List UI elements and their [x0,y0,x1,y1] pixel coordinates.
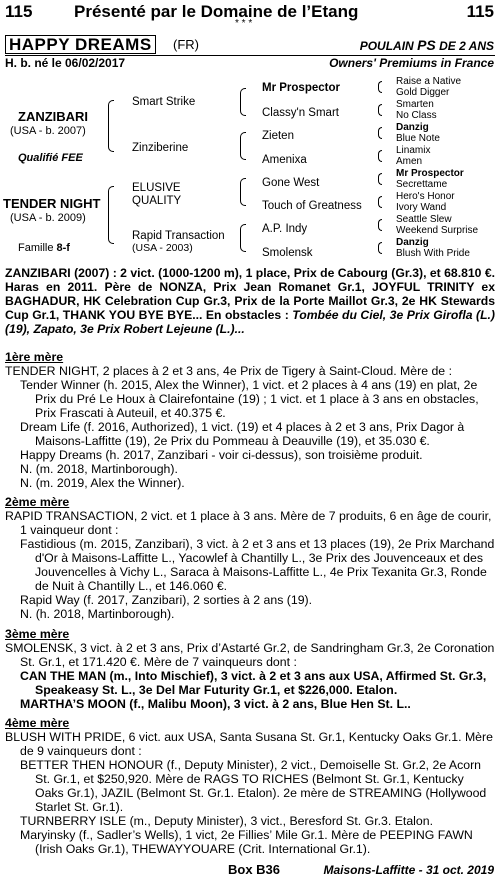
gen4-14: Weekend Surprise [396,225,479,236]
gen2-sire-sire: Smart Strike [132,96,196,108]
horse-type-prefix: POULAIN [359,39,414,53]
s4-child-1: BETTER THEN HONOUR (f., Deputy Minister), 2 vict., Demoiselle St. Gr.2, 2e Acorn St. Gr.1, et $250,920. Mère de RAGS TO RICHES (Belmont St. Gr.1, Kentucky Oaks Gr.1), JAZIL (Belmont St. Gr.1. Etalon). 2e mère de STREAMING (Hollywood Starlet St. Gr.1). [20,758,487,814]
title-ornament: * * * [235,18,253,29]
sire-note: Qualifié FEE [18,152,83,164]
gen4-7: Linamix [396,145,431,156]
footer-place-date: Maisons-Laffitte - 31 oct. 2019 [323,863,494,877]
section-3 [5,627,495,711]
gen4-16: Blush With Pride [396,248,470,259]
horse-type [360,37,494,53]
gen4-9: Mr Prospector [396,168,464,179]
s4-child-3: Maryinsky (f., Sadler’s Wells), 1 vict, 2e Fillies’ Mile Gr.1. Mère de PEEPING FAWN (Irish Oaks Gr.1), THEWAYYOUARE (Crit. International Gr.1). [20,828,473,856]
owners-premiums: Owners' Premiums in France [329,56,494,70]
gen3-3: Zieten [262,130,294,142]
gen3-5: Gone West [262,177,320,189]
s1-child-2: Dream Life (f. 2016, Authorized), 1 vict. (19) et 4 places à 2 et 3 ans, Prix Dagor à Maisons-Laffitte (19), 2e Prix du Pommeau à Deauville (19), et 35.030 €. [20,420,465,448]
section-1 [5,350,495,490]
gen4-8: Amen [396,156,423,167]
gen4-10: Secrettame [396,179,448,190]
dam-family: Famille 8-f [18,242,70,254]
s4-child-2: TURNBERRY ISLE (m., Deputy Minister), 3 vict., Beresford St. Gr.3. Etalon. [20,814,433,828]
gen2-sire-dam: Zinziberine [132,142,189,154]
page-title: Présenté par le Domaine de l’Etang [74,2,359,21]
gen4-13: Seattle Slew [396,214,452,225]
sire-summary: ZANZIBARI (2007) : 2 vict. (1000-1200 m), 1 place, Prix de Cabourg (Gr.3), et 68.810 €. Haras en 2011. Père de NONZA, Prix Jean Romanet Gr.1, JOYFUL TRINITY ex BAGHADUR, HK Celebration Cup Gr.3, Prix de la Porte Maillot Gr.3, 2e HK Stewards Cup Gr.1, THANK YOU BYE BYE... En obstacles : Tombée du Ciel, 3e Prix Girofla (L.) (19), Zapato, 3e Prix Robert Lejeune (L.)... [5,266,495,336]
gen4-6: Blue Note [396,133,440,144]
dam-info: (USA - b. 2009) [10,212,86,224]
gen4-11: Hero's Honor [396,191,455,202]
gen4-4: No Class [396,110,437,121]
s2-child-1: Fastidious (m. 2015, Zanzibari), 3 vict. à 2 et 3 ans et 13 places (19), 2e Prix Marchand d'Or à Maisons-Laffitte L., Yacowlef à Chantilly L., 3e Prix des Jouvenceaux et des Jouvencelles à Vichy L., Saraca à Maisons-Laffitte L., 4e Prix Texanita Gr.3, Ronde de Nuit à Chantilly L., et 146.060 €. [20,537,495,593]
section-2-main: RAPID TRANSACTION, 2 vict. et 1 place à 3 ans. Mère de 7 produits, 6 en âge de courir, 1 vainqueur dont : [5,509,492,537]
gen4-5: Danzig [396,122,429,133]
sire-summary-obstacles: Tombée du Ciel, 3e Prix Girofla (L.) (19), Zapato, 3e Prix Robert Lejeune (L.)... [5,308,495,336]
gen2-dam-dam-info: (USA - 2003) [132,242,193,254]
gen4-2: Gold Digger [396,87,450,98]
horse-type-suffix: DE 2 ANS [439,39,494,53]
gen2-dam-dam: Rapid Transaction [132,230,225,242]
section-1-main: TENDER NIGHT, 2 places à 2 et 3 ans, 4e Prix de Tigery à Saint-Cloud. Mère de : [5,364,452,378]
horse-type-ps: PS [417,37,436,53]
gen4-12: Ivory Wand [396,202,447,213]
footer-box: Box B36 [228,862,281,877]
dam-name: TENDER NIGHT [3,196,101,211]
section-4 [5,716,495,856]
section-3-title: 3ème mère [5,627,70,641]
gen2-dam-sire-1: ELUSIVE [132,182,181,194]
section-4-main: BLUSH WITH PRIDE, 6 vict. aux USA, Santa Susana St. Gr.1, Kentucky Oaks Gr.1. Mère de 9 vainqueurs dont : [5,730,493,758]
gen3-1: Mr Prospector [262,82,340,94]
section-2-title: 2ème mère [5,495,70,509]
horse-birth: H. b. né le 06/02/2017 [5,56,126,70]
s1-child-1: Tender Winner (h. 2015, Alex the Winner), 1 vict. et 2 places à 4 ans (19) en plat, 2e Prix du Pré Le Houx à Clairefontaine (19) ; 1 vict. et 1 place à 3 ans en obstacles, Prix Frascati à Auteuil, et 40.375 €. [20,378,479,420]
sire-info: (USA - b. 2007) [10,125,86,137]
lot-number-left: 115 [5,2,33,21]
sire-name: ZANZIBARI [18,109,89,124]
section-4-title: 4ème mère [5,716,70,730]
gen4-1: Raise a Native [396,76,462,87]
s2-child-2: Rapid Way (f. 2017, Zanzibari), 2 sorties à 2 ans (19). [20,593,313,607]
horse-name: HAPPY DREAMS [5,35,156,54]
s2-child-3: N. (h. 2018, Martinborough). [20,607,175,621]
section-2 [5,495,495,621]
gen2-dam-sire-2: QUALITY [132,195,182,207]
section-1-title: 1ère mère [5,350,64,364]
lot-number-right: 115 [466,2,494,21]
gen3-8: Smolensk [262,247,313,259]
s1-child-4: N. (m. 2018, Martinborough). [20,462,178,476]
gen3-4: Amenixa [262,154,307,166]
horse-country: (FR) [173,37,199,52]
s1-child-3: Happy Dreams (h. 2017, Zanzibari - voir ci-dessus), son troisième produit. [20,448,423,462]
s3-child-2: MARTHA’S MOON (f., Malibu Moon), 3 vict. à 2 ans, Blue Hen St. L.. [20,697,411,711]
gen3-7: A.P. Indy [262,223,308,235]
section-3-main: SMOLENSK, 3 vict. à 2 et 3 ans, Prix d’Astarté Gr.2, de Sandringham Gr.3, 2e Coronation St. Gr.1, et 171.420 €. Mère de 7 vainqueurs dont : [5,641,495,669]
gen4-15: Danzig [396,237,429,248]
gen3-2: Classy'n Smart [262,107,339,119]
gen4-3: Smarten [396,99,434,110]
s1-child-5: N. (m. 2019, Alex the Winner). [20,476,185,490]
s3-child-1: CAN THE MAN (m., Into Mischief), 3 vict. à 2 et 3 ans aux USA, Affirmed St. Gr.3, Speakeasy St. L., 3e Del Mar Futurity Gr.1, et $226,000. Etalon. [20,669,487,697]
gen3-6: Touch of Greatness [262,200,362,212]
